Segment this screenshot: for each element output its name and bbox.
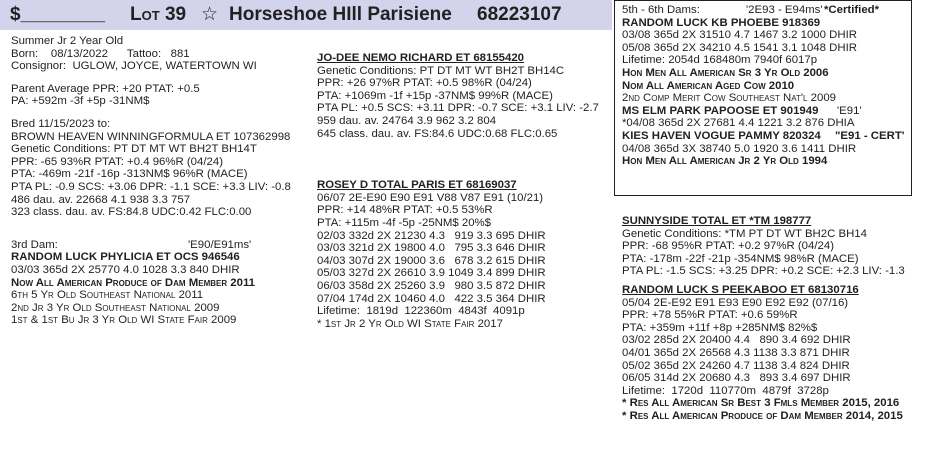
dam-record: 06/03 358d 2X 25260 3.9 980 3.5 872 DHIR xyxy=(317,279,546,292)
dam-honor: * 1st Jr 2 Yr Old WI State Fair 2017 xyxy=(317,317,503,330)
maternal-sire-genetic-conditions: Genetic Conditions: *TM PT DT WT BH2C BH14 xyxy=(622,227,867,240)
granddam-lifetime: Lifetime: 1720d 110770m 4879f 3728p xyxy=(622,384,829,397)
dam-pta: PTA: +115m -4f -5p -25NM$ 20%$ xyxy=(317,216,491,229)
parent-average: Parent Average PPR: +20 PTAT: +0.5 xyxy=(11,82,200,95)
sire-ppr: PPR: +26 97%R PTAT: +0.5 98%R (04/24) xyxy=(317,77,532,90)
maternal-sire-pta-pl: PTA PL: -1.5 SCS: +3.25 DPR: +0.2 SCE: +2.3 LIV: -1.3 xyxy=(622,265,905,278)
service-sire-daughters: 486 dau. av. 22668 4.1 938 3.3 757 xyxy=(11,193,191,206)
granddam-pta: PTA: +359m +11f +8p +285NM$ 82%$ xyxy=(622,321,818,334)
sixth-dam-a-record: *04/08 365d 2X 27681 4.4 1221 3.2 876 DHIA xyxy=(622,117,855,130)
granddam-record: 04/01 365d 2X 26568 4.3 1138 3.3 871 DHIR xyxy=(622,346,850,359)
show-class: Summer Jr 2 Year Old xyxy=(11,35,124,47)
animal-name: Horseshoe HIll Parisiene xyxy=(229,4,452,25)
maternal-sire-ppr: PPR: -68 95%R PTAT: +0.2 97%R (04/24) xyxy=(622,240,834,253)
third-dam-honor: 1st & 1st Bu Jr 3 Yr Old WI State Fair 2009 xyxy=(11,314,237,327)
fifth-dam-name: RANDOM LUCK KB PHOEBE 918369 xyxy=(622,16,821,29)
fifth-dam-lifetime: Lifetime: 2054d 168480m 7940f 6017p xyxy=(622,54,818,67)
dam-record: 02/03 332d 2X 21230 4.3 919 3.3 695 DHIR xyxy=(317,229,546,242)
dam-name: ROSEY D TOTAL PARIS ET 68169037 xyxy=(317,179,517,192)
third-dam-honor: 6th 5 Yr Old Southeast National 2011 xyxy=(11,289,204,302)
sixth-dam-b-honor: Hon Men All American Jr 2 Yr Old 1994 xyxy=(622,155,828,168)
service-sire-pta-pl: PTA PL: -0.9 SCS: +3.06 DPR: -1.1 SCE: +3.3 LIV: -0.8 xyxy=(11,180,291,193)
sire-name: JO-DEE NEMO RICHARD ET 68155420 xyxy=(317,52,524,64)
third-dam-honor: 2nd Jr 3 Yr Old Southeast National 2009 xyxy=(11,301,220,314)
sire-genetic-conditions: Genetic Conditions: PT DT MT WT BH2T BH14C xyxy=(317,64,565,77)
service-sire-classified: 323 class. dau. av. FS:84.8 UDC:0.42 FLC:0.00 xyxy=(11,206,252,219)
fifth-dam-record: 05/08 365d 2X 34210 4.5 1541 3.1 1048 DHIR xyxy=(622,41,857,54)
lot-number: Lot 39 xyxy=(130,4,187,25)
dam-record: 03/03 321d 2X 19800 4.0 795 3.3 646 DHIR xyxy=(317,242,546,255)
sire-daughters: 959 dau. av. 24764 3.9 962 3.2 804 xyxy=(317,114,497,127)
service-sire-genetic-conditions: Genetic Conditions: PT DT MT WT BH2T BH14T xyxy=(11,143,257,156)
maternal-sire-pta: PTA: -178m -22f -21p -354NM$ 98%R (MACE) xyxy=(622,252,859,265)
column-maternal-sire-dam xyxy=(622,215,922,423)
dam-lifetime: Lifetime: 1819d 122360m 4843f 4091p xyxy=(317,305,525,318)
column-animal-info xyxy=(11,35,306,327)
registration-number: 68223107 xyxy=(477,4,562,25)
fifth-dam-honor: 2nd Comp Merit Cow Southeast Nat'l 2009 xyxy=(622,92,837,105)
sixth-dam-b-record: 04/08 365d 3X 38740 5.0 1920 3.6 1411 DHIR xyxy=(622,142,857,155)
fifth-dam-honor: Nom All American Aged Cow 2010 xyxy=(622,79,795,92)
service-sire-pta: PTA: -469m -21f -16p -313NM$ 96%R (MACE) xyxy=(11,168,248,181)
sixth-dam-a-name: MS ELM PARK PAPOOSE ET 901949 'E91' xyxy=(622,104,862,117)
dam-record: 07/04 174d 2X 10460 4.0 422 3.5 364 DHIR xyxy=(317,292,546,305)
consignor-line: Consignor: UGLOW, JOYCE, WATERTOWN WI xyxy=(11,60,257,73)
fifth-dam-honor: Hon Men All American Sr 3 Yr Old 2006 xyxy=(622,66,829,79)
granddam-name: RANDOM LUCK S PEEKABOO ET 68130716 xyxy=(622,283,859,296)
third-dam-record: 03/03 365d 2X 25770 4.0 1028 3.3 840 DHIR xyxy=(11,263,240,276)
sixth-dam-b-name: KIES HAVEN VOGUE PAMMY 820324 "E91 - CERT' xyxy=(622,129,905,142)
dam-ppr: PPR: +14 48%R PTAT: +0.5 53%R xyxy=(317,204,493,217)
lot-header-band xyxy=(0,0,612,30)
maternal-sire-name: SUNNYSIDE TOTAL ET *TM 198777 xyxy=(622,215,812,227)
sire-pta-pl: PTA PL: +0.5 SCS: +3.11 DPR: -0.7 SCE: +3.1 LIV: -2.7 xyxy=(317,102,599,115)
third-dam-honor: Now All American Produce of Dam Member 2011 xyxy=(11,276,255,289)
third-dam-name: RANDOM LUCK PHYLICIA ET OCS 946546 xyxy=(11,251,240,264)
granddam-record: 06/05 314d 2X 20680 4.3 893 3.4 697 DHIR xyxy=(622,372,851,385)
dam-record: 05/03 327d 2X 26610 3.9 1049 3.4 899 DHIR xyxy=(317,267,546,280)
star-icon: ☆ xyxy=(201,4,219,25)
granddam-honor: * Res All American Produce of Dam Member 2014, 2015 xyxy=(622,409,903,422)
price-blank: $________ xyxy=(10,4,106,25)
pa-line: PA: +592m -3f +5p -31NM$ xyxy=(11,95,150,108)
granddam-honor: * Res All American Sr Best 3 Fmls Member 2015, 2016 xyxy=(622,397,900,410)
granddam-ppr: PPR: +78 55%R PTAT: +0.6 59%R xyxy=(622,309,798,322)
sire-classified: 645 class. dau. av. FS:84.6 UDC:0.68 FLC:0.65 xyxy=(317,127,558,140)
service-sire-name: BROWN HEAVEN WINNINGFORMULA ET 107362998 xyxy=(11,130,291,143)
column-sire-dam xyxy=(317,52,612,330)
third-dam-heading: 3rd Dam: 'E90/E91ms' xyxy=(11,238,252,251)
granddam-scores: 05/04 2E-E92 E91 E93 E90 E92 E92 (07/16) xyxy=(622,296,849,309)
sire-pta: PTA: +1069m -1f +15p -37NM$ 99%R (MACE) xyxy=(317,89,553,102)
dam-record: 04/03 307d 2X 19000 3.6 678 3.2 615 DHIR xyxy=(317,254,546,267)
fifth-sixth-dams-box xyxy=(614,0,912,196)
service-sire-ppr: PPR: -65 93%R PTAT: +0.4 96%R (04/24) xyxy=(11,155,223,168)
box-heading: 5th - 6th Dams: '2E93 - E94ms' *Certified* xyxy=(622,4,880,16)
dam-scores: 06/07 2E-E90 E90 E91 V88 V87 E91 (10/21) xyxy=(317,191,544,204)
granddam-record: 05/02 365d 2X 24260 4.7 1138 3.4 824 DHIR xyxy=(622,359,850,372)
born-line: Born: 08/13/2022 Tattoo: 881 xyxy=(11,47,190,60)
fifth-dam-record: 03/08 365d 2X 31510 4.7 1467 3.2 1000 DHIR xyxy=(622,29,857,42)
bred-line: Bred 11/15/2023 to: xyxy=(11,117,111,130)
granddam-record: 03/02 285d 2X 20400 4.4 890 3.4 692 DHIR xyxy=(622,334,851,347)
